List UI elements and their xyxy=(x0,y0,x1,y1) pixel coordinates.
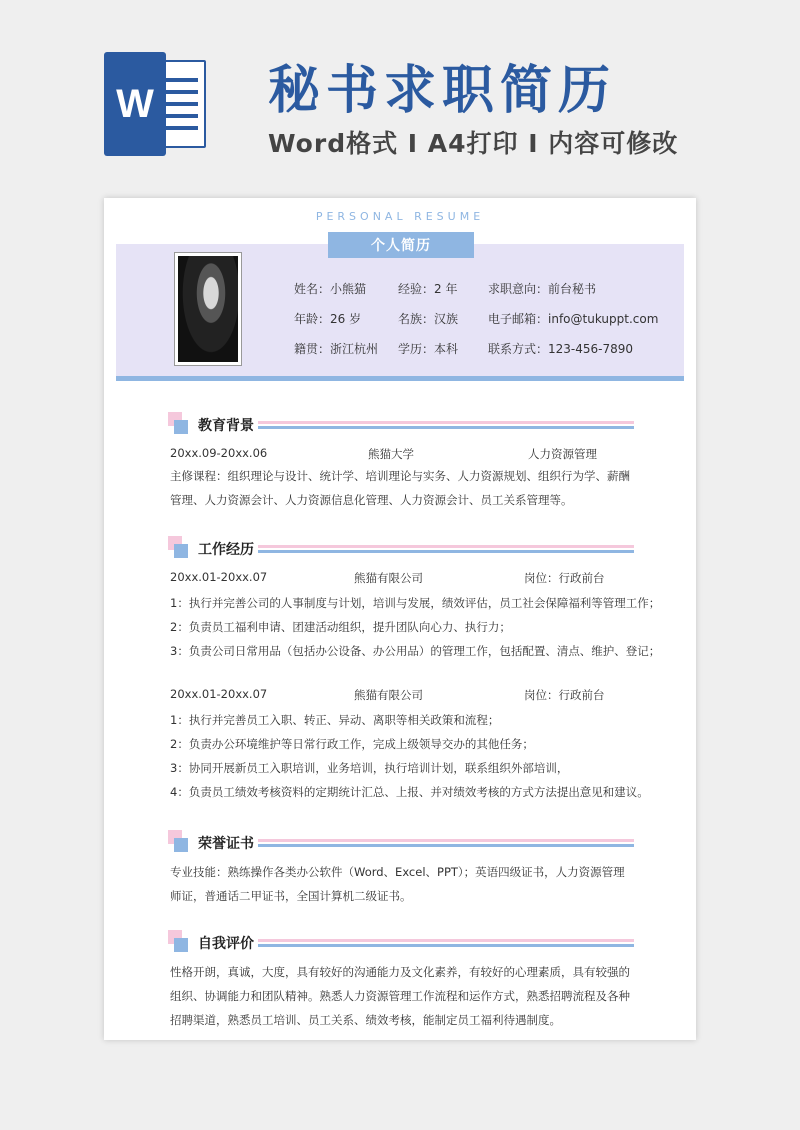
resume-page xyxy=(104,198,696,1040)
education-courses: 主修课程：组织理论与设计、统计学、培训理论与实务、人力资源规划、组织行为学、薪酬管理、人力资源会计、人力资源信息化管理、人力资源会计、员工关系管理等。 xyxy=(170,469,630,507)
education-heading xyxy=(168,412,634,436)
work-title: 工作经历 xyxy=(198,542,254,558)
self-text: 性格开朗，真诚，大度，具有较好的沟通能力及文化素养，有较好的心理素质，具有较强的组织、协调能力和团队精神。熟悉人力资源管理工作流程和运作方式，熟悉招聘流程及各种招聘渠道，熟悉员工培训、员工关系、绩效考核，能制定员工福利待遇制度。 xyxy=(170,965,630,1027)
work-heading xyxy=(168,536,634,560)
info-phone: 联系方式：123-456-7890 xyxy=(488,342,634,356)
education-major: 人力资源管理 xyxy=(528,447,597,461)
profile-underline xyxy=(116,376,684,381)
personal-resume-label: PERSONAL RESUME xyxy=(315,210,485,223)
honors-title: 荣誉证书 xyxy=(198,836,254,852)
info-ethnicity: 名族：汉族 xyxy=(398,312,459,326)
info-intention: 求职意向：前台秘书 xyxy=(488,282,597,296)
word-icon xyxy=(104,52,210,156)
info-email: 电子邮箱：info@tukuppt.com xyxy=(488,312,659,326)
job-duty: 2：负责员工福利申请、团建活动组织，提升团队向心力、执行力； xyxy=(170,620,511,634)
honors-heading xyxy=(168,830,634,854)
word-badge xyxy=(104,52,166,156)
job-position: 岗位：行政前台 xyxy=(524,571,605,585)
job-duty: 3：协同开展新员工入职培训，业务培训，执行培训计划，联系组织外部培训， xyxy=(170,761,569,775)
banner-subtitle: Word格式 I A4打印 I 内容可修改 xyxy=(268,129,679,158)
banner xyxy=(0,0,800,195)
job-company: 熊猫有限公司 xyxy=(354,571,423,585)
education-period: 20xx.09-20xx.06 xyxy=(170,446,268,460)
honors-text: 专业技能：熟练操作各类办公软件（Word、Excel、PPT）；英语四级证书，人力资源管理师证，普通话二甲证书，全国计算机二级证书。 xyxy=(170,865,625,903)
info-age: 年龄：26 岁 xyxy=(294,312,362,326)
job-company: 熊猫有限公司 xyxy=(354,688,423,702)
job-duty: 4：负责员工绩效考核资料的定期统计汇总、上报、并对绩效考核的方式方法提出意见和建议。 xyxy=(170,785,649,799)
self-title: 自我评价 xyxy=(198,936,254,952)
info-hometown: 籍贯：浙江杭州 xyxy=(294,342,379,356)
info-experience: 经验：2 年 xyxy=(398,282,458,296)
profile-photo xyxy=(174,252,242,366)
info-education: 学历：本科 xyxy=(398,342,459,356)
job-duty: 3：负责公司日常用品（包括办公设备、办公用品）的管理工作，包括配置、清点、维护、登记； xyxy=(170,644,661,658)
education-title: 教育背景 xyxy=(198,418,254,434)
education-school: 熊猫大学 xyxy=(368,447,414,461)
word-logo-letter: W xyxy=(116,81,154,126)
job-duty: 2：负责办公环境维护等日常行政工作，完成上级领导交办的其他任务； xyxy=(170,737,534,751)
job-period: 20xx.01-20xx.07 xyxy=(170,687,268,701)
self-heading xyxy=(168,930,634,954)
info-name: 姓名：小熊猫 xyxy=(294,282,367,296)
resume-title-tab: 个人简历 xyxy=(328,232,474,258)
job-period: 20xx.01-20xx.07 xyxy=(170,570,268,584)
job-position: 岗位：行政前台 xyxy=(524,688,605,702)
job-duty: 1：执行并完善公司的人事制度与计划，培训与发展，绩效评估，员工社会保障福利等管理工作； xyxy=(170,596,661,610)
job-duty: 1：执行并完善员工入职、转正、异动、离职等相关政策和流程； xyxy=(170,713,500,727)
banner-title: 秘书求职简历 xyxy=(268,61,617,121)
